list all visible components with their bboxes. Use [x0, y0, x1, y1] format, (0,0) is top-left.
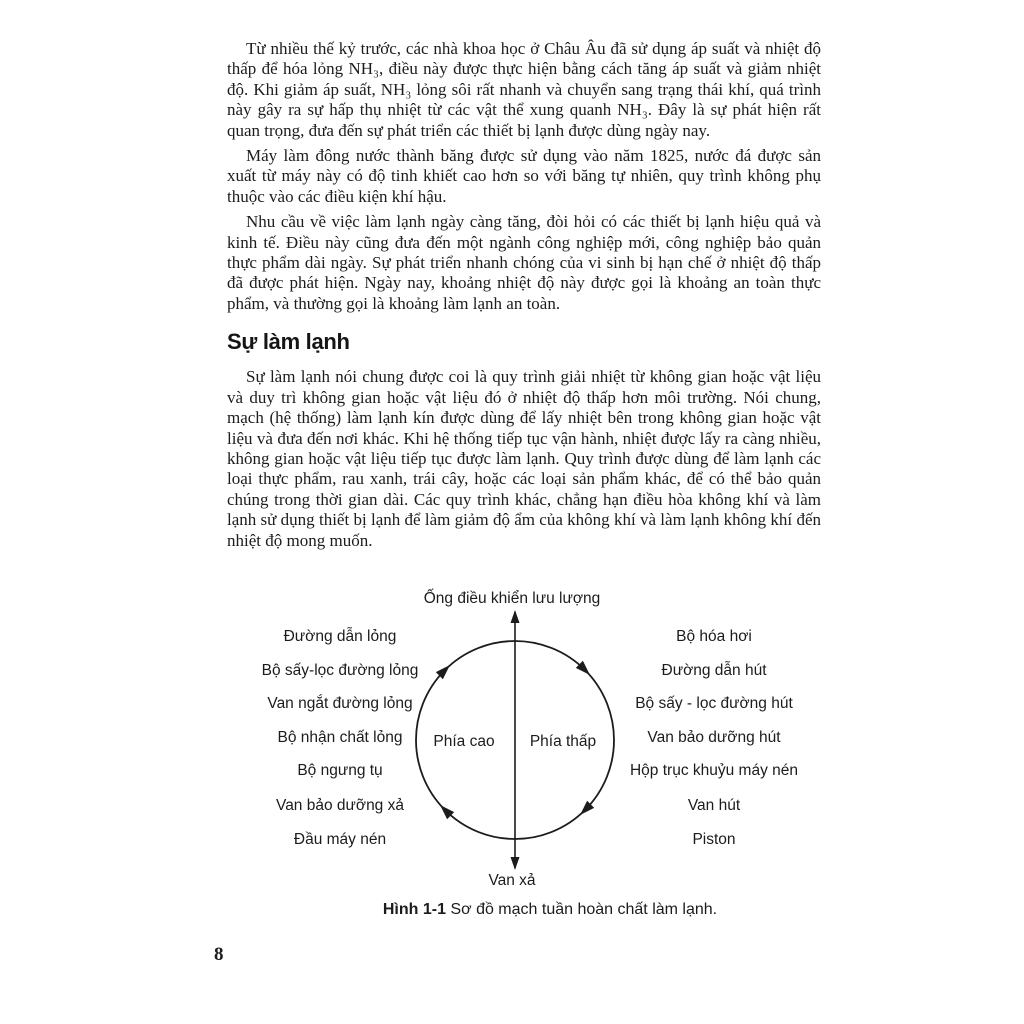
figure-label-condenser: Bộ ngưng tụ — [297, 762, 383, 779]
figure-label-liquid-filter-drier: Bộ sấy-lọc đường lỏng — [261, 662, 419, 679]
figure-label-high-side: Phía cao — [433, 733, 495, 750]
figure-caption — [253, 900, 847, 920]
section-heading: Sự làm lạnh — [227, 329, 350, 355]
figure-label-low-side: Phía thấp — [529, 733, 597, 750]
figure-caption-text: Sơ đồ mạch tuần hoàn chất làm lạnh. — [450, 901, 718, 918]
figure-label-suction-valve: Van hút — [687, 797, 741, 814]
figure-label-suction-line: Đường dẫn hút — [661, 662, 767, 679]
figure-label-liquid-receiver: Bộ nhận chất lỏng — [277, 729, 403, 746]
figure-label-liquid-line: Đường dẫn lỏng — [283, 628, 397, 645]
refrigerant-cycle-figure — [227, 588, 821, 932]
figure-label-crankcase: Hộp trục khuỷu máy nén — [629, 762, 798, 779]
figure-label-evaporator: Bộ hóa hơi — [676, 628, 752, 645]
figure-label-flow-control: Ống điều khiển lưu lượng — [423, 590, 601, 607]
figure-label-piston: Piston — [692, 831, 736, 848]
paragraph: Nhu cầu về việc làm lạnh ngày càng tăng, đòi hỏi có các thiết bị lạnh hiệu quả và kinh tế. Điều này cũng đưa đến một ngành công nghiệp mới, công nghiệp bảo quản thực phẩm dài ngày. Sự phát triển nhanh chóng của vi sinh bị hạn chế ở nhiệt độ thấp đã được phát hiện. Ngày nay, khoảng nhiệt độ này được gọi là khoảng an toàn thực phẩm, và thường gọi là khoảng làm lạnh an toàn. — [227, 212, 821, 313]
figure-caption-number: Hình 1-1 — [382, 901, 446, 918]
body-text-column — [227, 39, 821, 551]
figure-label-suction-service-valve: Van bảo dưỡng hút — [647, 729, 781, 746]
figure-label-suction-filter-drier: Bộ sấy - lọc đường hút — [635, 695, 793, 712]
paragraph: Sự làm lạnh nói chung được coi là quy trình giải nhiệt từ không gian hoặc vật liệu và duy trì không gian hoặc vật liệu đó ở nhiệt độ thấp hơn môi trường. Nói chung, mạch (hệ thống) làm lạnh kín được dùng để lấy nhiệt bên trong không gian hoặc vật liệu và đưa đến nơi khác. Khi hệ thống tiếp tục vận hành, nhiệt được lấy ra càng nhiều, không gian hoặc vật liệu tiếp tục được làm lạnh. Quy trình được dùng để làm lạnh các loại thực phẩm, rau xanh, trái cây, hoặc các loại sản phẩm khác, để có thể bảo quản chúng trong thời gian dài. Các quy trình khác, chẳng hạn điều hòa không khí và làm lạnh sử dụng thiết bị lạnh để làm giảm độ ẩm của không khí và làm lạnh không khí đến nhiệt độ mong muốn. — [227, 367, 821, 550]
figure-label-discharge-service-valve: Van bảo dưỡng xả — [276, 797, 404, 814]
paragraph: Máy làm đông nước thành băng được sử dụng vào năm 1825, nước đá được sản xuất từ máy này có độ tinh khiết cao hơn so với băng tự nhiên, quy trình không phụ thuộc vào các điều kiện khí hậu. — [227, 146, 821, 206]
figure-label-compressor-head: Đầu máy nén — [293, 831, 387, 848]
up-arrowhead-icon — [511, 610, 520, 623]
figure-label-liquid-shutoff-valve: Van ngắt đường lỏng — [267, 695, 413, 712]
figure-label-discharge-valve: Van xả — [488, 872, 536, 889]
down-arrowhead-icon — [511, 857, 520, 870]
paragraph: Từ nhiều thế kỷ trước, các nhà khoa học ở Châu Âu đã sử dụng áp suất và nhiệt độ thấp để hóa lỏng NH₃, điều này được thực hiện bằng cách tăng áp suất và giảm nhiệt độ. Khi giảm áp suất, NH₃ lỏng sôi rất nhanh và chuyển sang trạng thái khí, quá trình này gây ra sự hấp thụ nhiệt từ các vật thể xung quanh NH₃. Đây là sự phát hiện rất quan trọng, đưa đến sự phát triển các thiết bị lạnh được dùng ngày nay. — [227, 39, 821, 140]
page-number: 8 — [214, 944, 224, 965]
